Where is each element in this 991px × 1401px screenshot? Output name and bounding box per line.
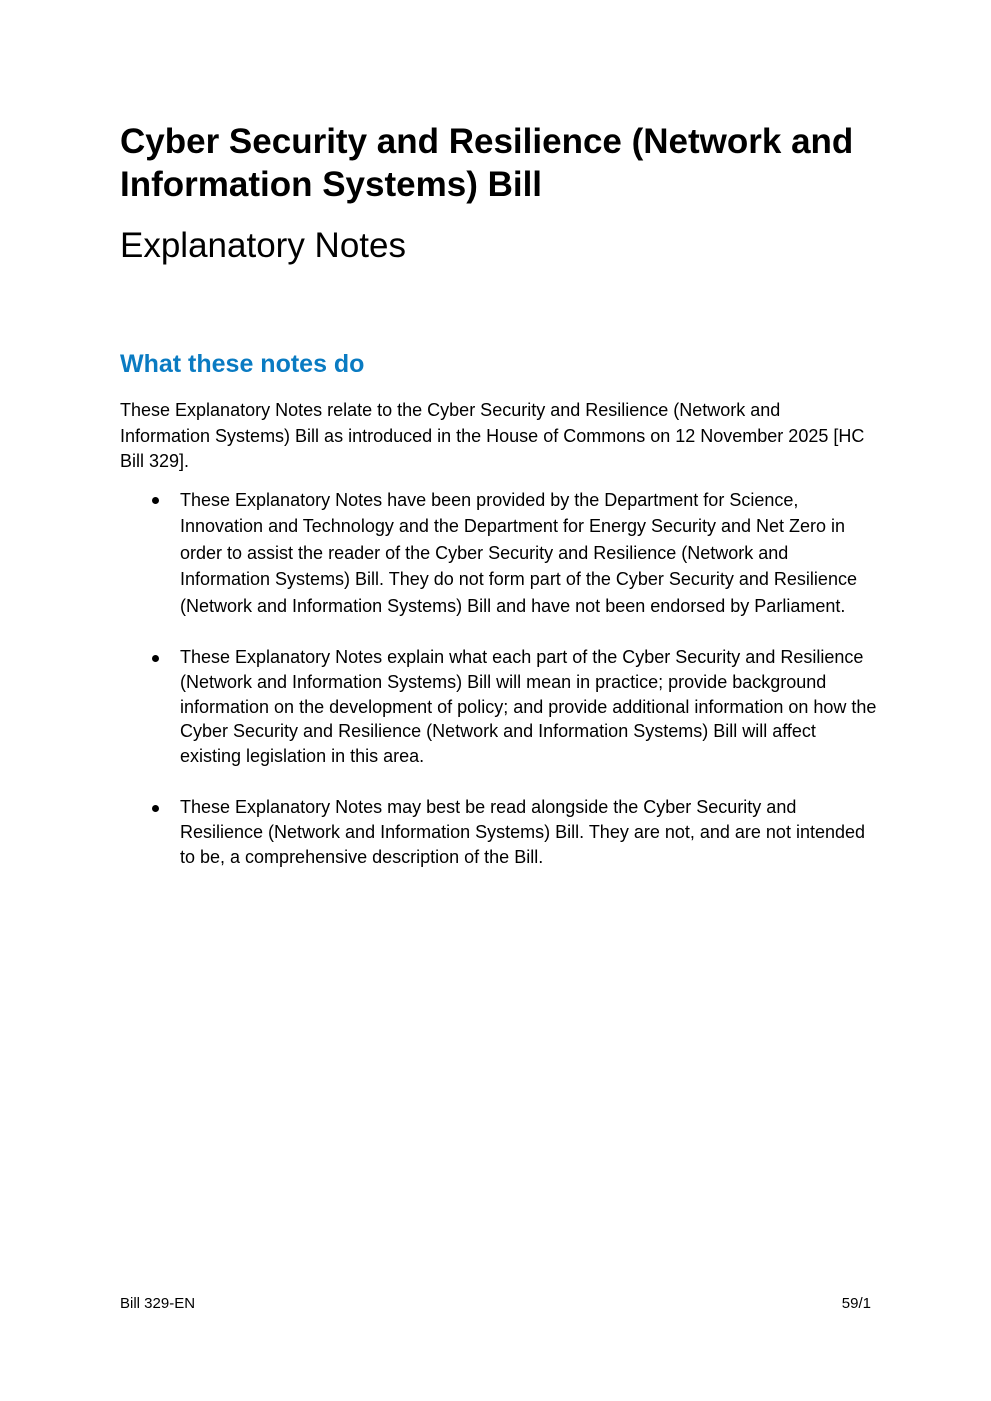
bullet-text: These Explanatory Notes have been provided by the Department for Science, Innovation and Technology and the Department for Energy Security and Net Zero in order to assist the reader of the Cyber Security and Resilience (Network and Information Systems) Bill. They do not form part of the Cyber Security and Resilience (Network and Information Systems) Bill and have not been endorsed by Parliament. [180, 490, 857, 616]
section-heading: What these notes do [120, 350, 365, 378]
bullet-list [120, 487, 880, 869]
footer-page-number: 59/1 [841, 1295, 871, 1312]
bullet-text: These Explanatory Notes may best be read alongside the Cyber Security and Resilience (Network and Information Systems) Bill. They are not, and are not intended to be, a comprehensive description of the Bill. [180, 797, 866, 867]
bullet-icon [152, 805, 159, 812]
document-title: Cyber Security and Resilience (Network and Information Systems) Bill [120, 122, 854, 204]
bullet-text: These Explanatory Notes explain what each part of the Cyber Security and Resilience (Network and Information Systems) Bill will mean in practice; provide background information on the development of policy; and provide additional information on how the Cyber Security and Resilience (Network and Information Systems) Bill will affect existing legislation in this area. [180, 647, 877, 767]
bullet-icon [152, 497, 159, 504]
intro-paragraph: These Explanatory Notes relate to the Cyber Security and Resilience (Network and Information Systems) Bill as introduced in the House of Commons on 12 November 2025 [HC Bill 329]. [120, 400, 865, 471]
bullet-item [120, 487, 880, 619]
footer-bill-reference: Bill 329-EN [120, 1295, 196, 1312]
document-subtitle: Explanatory Notes [120, 226, 406, 265]
bullet-icon [152, 655, 159, 662]
bullet-item [120, 645, 880, 769]
bullet-item [120, 795, 880, 869]
